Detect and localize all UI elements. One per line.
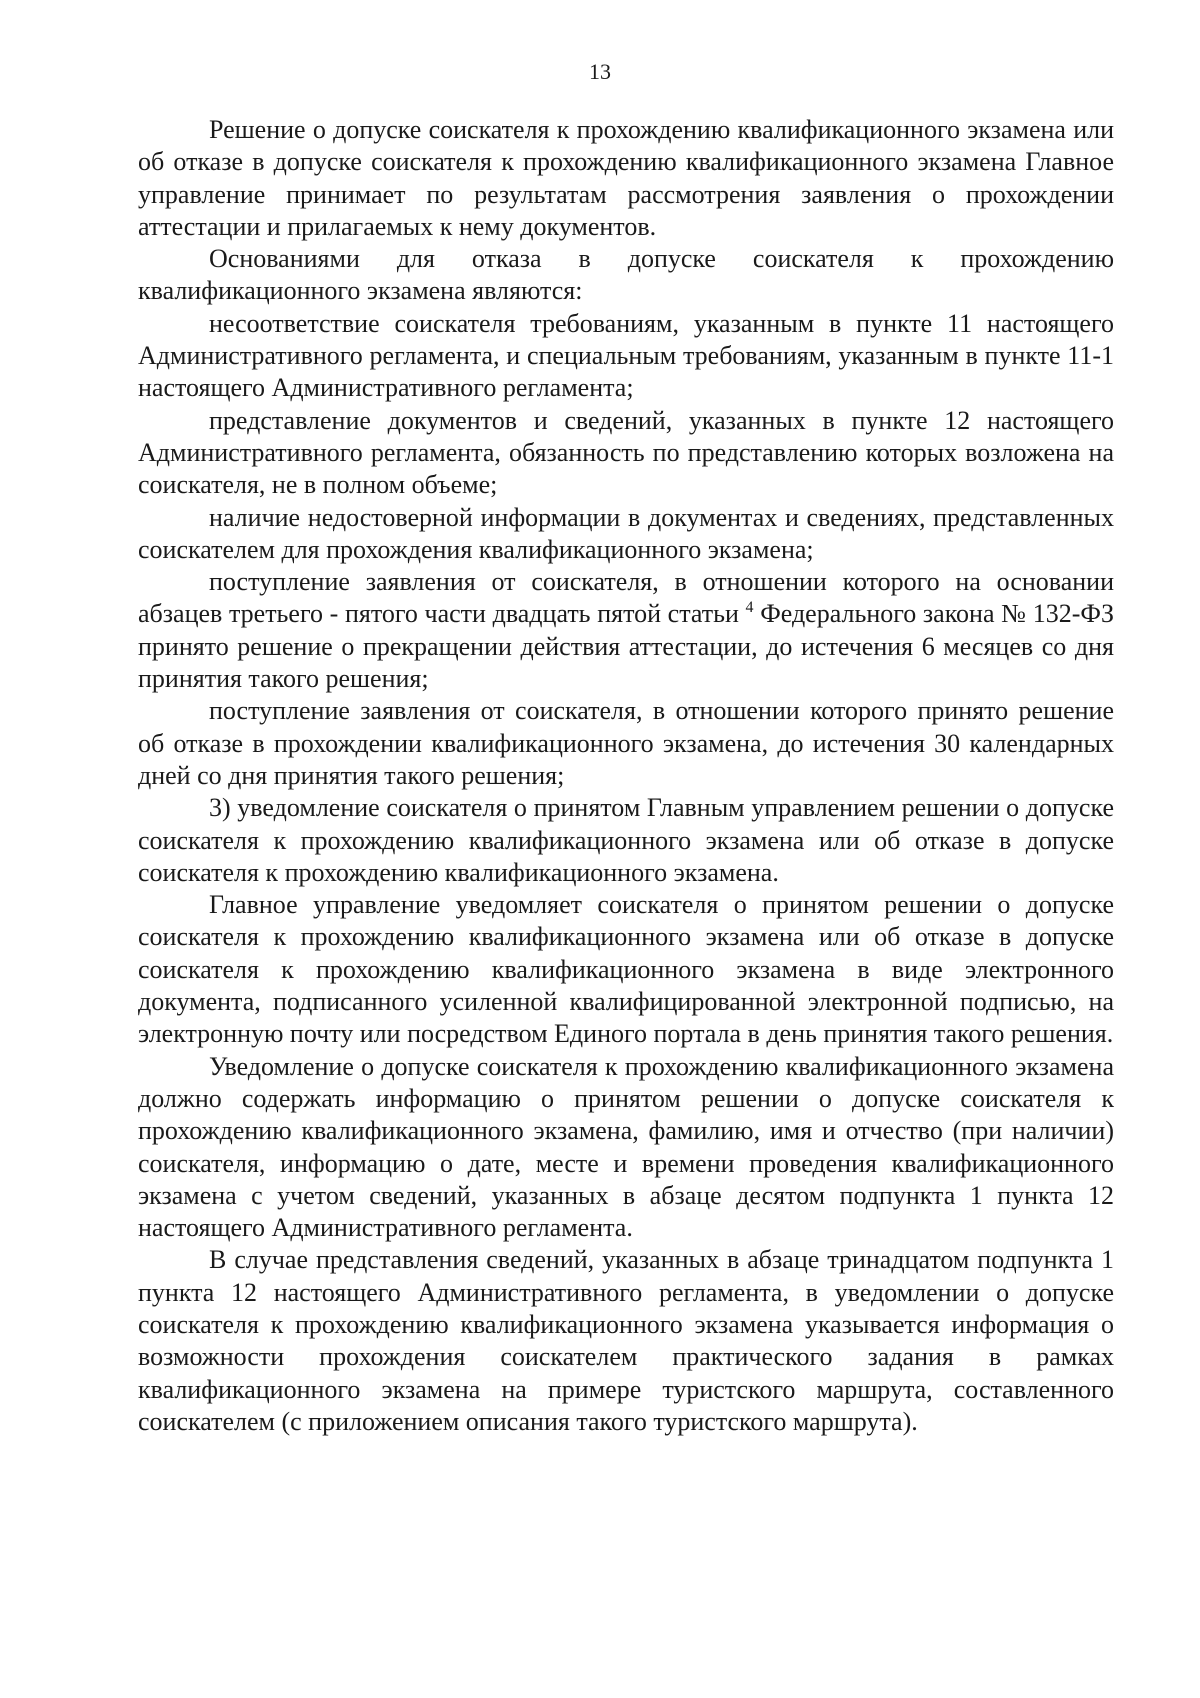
paragraph-notification-item-3: 3) уведомление соискателя о принятом Главным управлением решении о допуске соискателя к прохождению квалификационного экзамена или об отказе в допуске соискателя к прохождению квалификационного экзамена. bbox=[138, 793, 1114, 887]
paragraph-ground-incomplete-docs: представление документов и сведений, указанных в пункте 12 настоящего Административного регламента, обязанность по представлению которых возложена на соискателя, не в полном объеме; bbox=[138, 405, 1114, 500]
page-number: 13 bbox=[589, 59, 611, 84]
paragraph-decision: Решение о допуске соискателя к прохождению квалификационного экзамена или об отказе в допуске соискателя к прохождению квалификационного экзамена Главное управление принимает по результатам рассмотрения заявления о прохождении аттестации и прилагаемых к нему документов. bbox=[138, 115, 1114, 241]
document-body bbox=[138, 114, 1114, 1438]
paragraph-notification-content: Уведомление о допуске соискателя к прохождению квалификационного экзамена должно содержать информацию о принятом решении о допуске соискателя к прохождению квалификационного экзамена, фамилию, имя и отчество (при наличии) соискателя, информацию о дате, месте и времени проведения квалификационного экзамена с учетом сведений, указанных в абзаце десятом подпункта 1 пункта 12 настоящего Административного регламента. bbox=[138, 1051, 1114, 1243]
paragraph-6-text-before: поступление заявления от соискателя, в отношении которого на основании абзацев третьего - пятого части двадцать пятой статьи bbox=[138, 567, 1114, 629]
paragraph-6-text-after: Федерального закона № 132-ФЗ принято решение о прекращении действия аттестации, до истечения 6 месяцев со дня принятия такого решения; bbox=[138, 599, 1114, 694]
paragraph-notification-method: Главное управление уведомляет соискателя о принятом решении о допуске соискателя к прохождению квалификационного экзамена или об отказе в допуске соискателя к прохождению квалификационного экзамена в виде электронного документа, подписанного усиленной квалифицированной электронной подписью, на электронную почту или посредством Единого портала в день принятия такого решения. bbox=[138, 890, 1114, 1049]
paragraph-ground-refused-exam: поступление заявления от соискателя, в отношении которого принято решение об отказе в прохождении квалификационного экзамена, до истечения 30 календарных дней со дня принятия такого решения; bbox=[138, 696, 1114, 790]
paragraph-ground-requirements: несоответствие соискателя требованиям, указанным в пункте 11 настоящего Административного регламента, и специальным требованиям, указанным в пункте 11-1 настоящего Административного регламента; bbox=[138, 308, 1114, 403]
paragraph-ground-false-info: наличие недостоверной информации в документах и сведениях, представленных соискателем для прохождения квалификационного экзамена; bbox=[138, 502, 1114, 564]
paragraph-ground-terminated-attestation bbox=[138, 566, 1114, 695]
paragraph-practical-task: В случае представления сведений, указанных в абзаце тринадцатом подпункта 1 пункта 12 настоящего Административного регламента, в уведомлении о допуске соискателя к прохождению квалификационного экзамена указывается информация о возможности прохождения соискателем практического задания в рамках квалификационного экзамена на примере туристского маршрута, составленного соискателем (с приложением описания такого туристского маршрута). bbox=[138, 1245, 1114, 1436]
superscript-article-4: 4 bbox=[745, 599, 754, 617]
paragraph-grounds-intro: Основаниями для отказа в допуске соискателя к прохождению квалификационного экзамена являются: bbox=[138, 244, 1114, 306]
